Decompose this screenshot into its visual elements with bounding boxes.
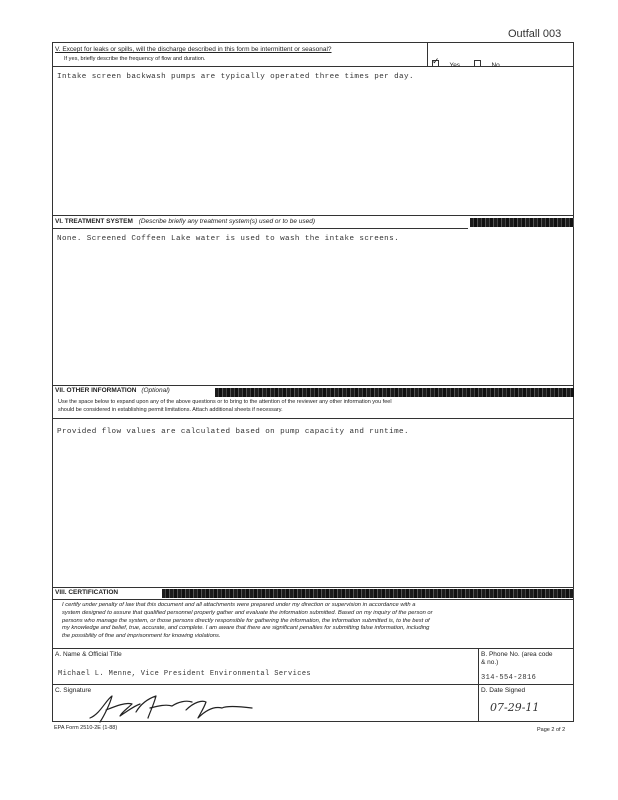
shaded-bar [162, 589, 574, 598]
phone-value: 314-554-2816 [481, 674, 537, 682]
divider [478, 648, 479, 722]
signature-label: C. Signature [55, 687, 92, 694]
cert-line: system designed to assure that qualified personnel properly gather and evaluate the information submitted. Based on my inquiry of the person or [62, 609, 433, 616]
yes-label: Yes [449, 62, 461, 69]
section-vii-subtitle: (Optional) [141, 387, 170, 394]
section-vi-subtitle: (Describe briefly any treatment system(s) used or to be used) [138, 218, 315, 225]
cert-line: persons who manage the system, or those persons directly responsible for gathering the information, the information submitted is, to the best of [62, 617, 430, 624]
section-vii-instr2: should be considered in establishing permit limitations. Attach additional sheets if necessary. [58, 407, 283, 413]
shaded-bar [470, 218, 574, 227]
section-vii-instr1: Use the space below to expand upon any of the above questions or to bring to the attention of the reviewer any other information you feel [58, 399, 392, 405]
divider [52, 228, 468, 229]
divider [52, 684, 574, 685]
name-label: A. Name & Official Title [55, 651, 122, 658]
yes-checkbox[interactable] [432, 60, 439, 67]
no-label: No [491, 62, 500, 69]
section-v-question: V. Except for leaks or spills, will the discharge described in this form be intermittent or seasonal? [55, 46, 332, 53]
form-number: EPA Form 2510-2E (1-88) [54, 725, 118, 731]
section-viii-title: VIII. CERTIFICATION [55, 589, 119, 596]
section-vi-answer: None. Screened Coffeen Lake water is used to wash the intake screens. [57, 235, 400, 243]
signature [86, 692, 256, 724]
section-vii-title-text: VII. OTHER INFORMATION [55, 387, 137, 394]
divider [52, 648, 574, 649]
section-vi-title-text: VI. TREATMENT SYSTEM [55, 218, 133, 225]
section-v-sub: If yes, briefly describe the frequency of flow and duration. [64, 56, 206, 62]
divider [52, 215, 574, 216]
phone-label-2: & no.) [481, 659, 499, 666]
date-label: D. Date Signed [481, 687, 526, 694]
section-vii-answer: Provided flow values are calculated based on pump capacity and runtime. [57, 428, 409, 436]
section-vii-title [55, 387, 170, 395]
shaded-bar [215, 388, 574, 397]
date-value: 07-29-11 [490, 701, 540, 714]
section-v-answer: Intake screen backwash pumps are typically operated three times per day. [57, 73, 414, 81]
divider [52, 418, 574, 419]
cert-line: I certify under penalty of law that this document and all attachments were prepared under my direction or supervision in accordance with a [62, 602, 416, 608]
divider [52, 599, 574, 600]
certification-text [62, 602, 433, 641]
phone-label: B. Phone No. (area code [481, 651, 553, 658]
yes-checkbox-group[interactable] [432, 54, 460, 72]
no-checkbox-group[interactable] [474, 54, 500, 72]
divider [52, 385, 574, 386]
page-number: Page 2 of 2 [537, 727, 566, 733]
divider [427, 42, 428, 66]
cert-line: my knowledge and belief, true, accurate, and complete. I am aware that there are significant penalties for submitting false information, including [62, 625, 430, 632]
section-vi-title [55, 218, 315, 226]
outfall-label: Outfall 003 [508, 28, 562, 40]
no-checkbox[interactable] [474, 60, 481, 67]
divider [52, 587, 574, 588]
cert-line: the possibility of fine and imprisonment for knowing violations. [62, 633, 221, 640]
name-value: Michael L. Menne, Vice President Environmental Services [58, 670, 312, 678]
